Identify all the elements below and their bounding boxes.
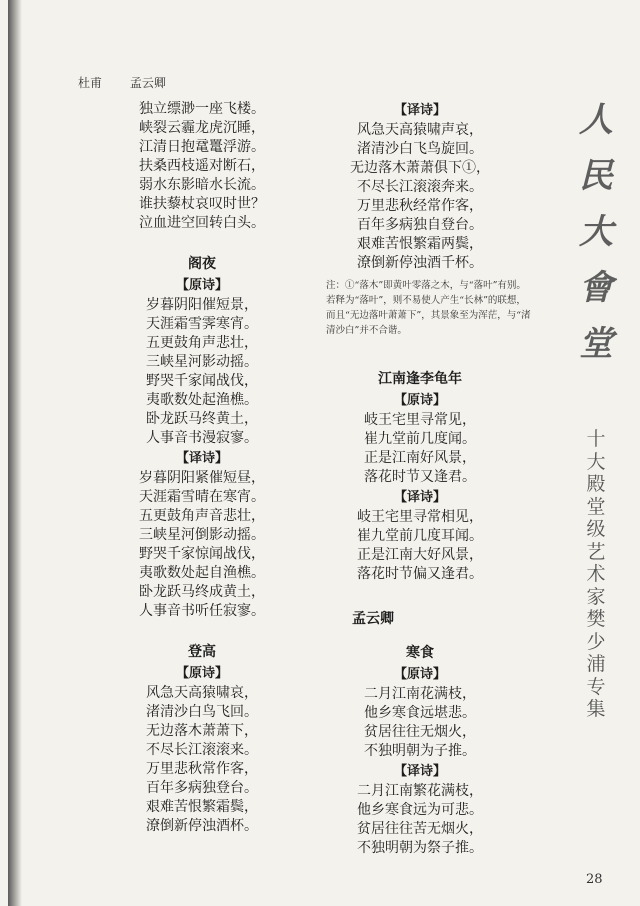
poem-line: 天涯霜雪霁寒宵。: [146, 316, 258, 332]
poem-line: 正是江南大好风景，: [357, 547, 483, 563]
subtitle-char: 术: [586, 563, 606, 585]
poem-title-gexi: 阁夜: [188, 256, 216, 272]
calligraphy-char: 堂: [579, 324, 613, 364]
original-label: 【原诗】: [175, 666, 228, 681]
poem-line: 卧龙跃马终成黄土，: [139, 584, 265, 600]
original-label: 【原诗】: [175, 278, 228, 293]
poem-hanshi: [330, 622, 510, 858]
poem-line: 不尽长江滚滚来。: [146, 742, 258, 758]
original-label: 【原诗】: [393, 393, 446, 408]
poem-line: 三峡星河影动摇。: [146, 354, 258, 370]
book-subtitle: [582, 428, 610, 721]
poem-line: 渚清沙白鸟飞回。: [146, 704, 258, 720]
footnote-line: 若释为“落叶”，则不易使人产生“长林”的联想，: [326, 295, 526, 306]
footnote: [326, 278, 588, 338]
poem-line: 野哭千家惊闻战伐，: [139, 546, 265, 562]
subtitle-char: 堂: [586, 495, 606, 518]
poem-line: 不独明朝为子推。: [364, 743, 476, 759]
poem-line: 岁暮阴阳紧催短昼，: [139, 470, 265, 486]
poem-line: 他乡寒食远堪悲。: [364, 705, 476, 721]
poem-line: 贫居往往无烟火，: [364, 724, 476, 740]
poem-title-denggao: 登高: [188, 644, 216, 660]
poem-line: 岐王宅里寻常相见，: [357, 509, 483, 525]
poem-line: 弱水东影暗水长流。: [139, 177, 265, 193]
running-header: [78, 74, 190, 91]
poem-line: 岁暮阴阳催短景，: [146, 297, 258, 313]
subtitle-char: 殿: [586, 473, 606, 495]
translation-label: 【译诗】: [393, 764, 446, 779]
subtitle-char: 浦: [586, 653, 606, 675]
translation-label: 【译诗】: [393, 490, 446, 505]
subtitle-char: 十: [586, 428, 606, 450]
header-author-left: 杜甫: [78, 76, 103, 90]
poem-line: 人事音书漫寂寥。: [146, 430, 258, 446]
poem-line: 落花时节偏又逢君。: [357, 566, 483, 582]
poem-line: 无边落木萧萧下，: [146, 723, 258, 739]
subtitle-char: 樊: [586, 608, 606, 630]
original-label: 【原诗】: [393, 667, 446, 682]
poem-line: 万里悲秋常作客，: [146, 761, 258, 777]
subtitle-char: 大: [586, 450, 606, 473]
poem-line: 独立缥渺一座飞楼。: [139, 101, 265, 117]
poem-line: 二月江南花满枝，: [364, 686, 476, 702]
poem-line: 无边落木萧萧俱下①，: [350, 160, 490, 176]
poem-line: 泣血进空回转白头。: [139, 215, 265, 231]
calligraphy-char: 會: [579, 268, 613, 308]
author-name: 孟云卿: [352, 611, 394, 627]
poem-line: 渚清沙白飞鸟旋回。: [357, 141, 483, 157]
footnote-line: 而且“无边落叶萧萧下”，其景象至为浑茫，与“渚: [326, 310, 531, 321]
poem-line: 人事音书听任寂寥。: [139, 603, 265, 619]
footnote-line: 注：①“落木”即黄叶零落之木，与“落叶”有别。: [326, 280, 526, 291]
poem-line: 落花时节又逢君。: [364, 469, 476, 485]
subtitle-char: 家: [586, 585, 606, 608]
poem-line: 岐王宅里寻常见，: [364, 412, 476, 428]
calligraphy-char: 大: [579, 212, 613, 252]
page-binding-edge: [8, 0, 22, 906]
poem-line: 峡裂云霾龙虎沉睡，: [139, 120, 265, 136]
subtitle-char: 艺: [586, 540, 606, 563]
poem-jiangnan: [330, 348, 510, 584]
subtitle-char: 少: [586, 630, 606, 653]
subtitle-char: 集: [586, 698, 606, 720]
poem-line: 野哭千家闻战伐，: [146, 373, 258, 389]
translation-label: 【译诗】: [393, 103, 446, 118]
calligraphy-char: 民: [579, 156, 613, 196]
poem-line: 扶桑西枝遥对断石，: [139, 158, 265, 174]
middle-column: [330, 100, 510, 273]
intro-poem: [112, 100, 292, 233]
poem-line: 夷歌数处起自渔樵。: [139, 565, 265, 581]
poem-line: 江清日抱鼋鼍浮游。: [139, 139, 265, 155]
poem-line: 风急天高猿啸声哀，: [357, 122, 483, 138]
subtitle-char: 专: [586, 675, 606, 698]
poem-title-hanshi: 寒食: [406, 645, 434, 661]
poem-line: 他乡寒食远为可悲。: [357, 802, 483, 818]
poem-line: 五更鼓角声音悲壮，: [139, 508, 265, 524]
poem-line: 百年多病独自登台。: [357, 217, 483, 233]
translation-label: 【译诗】: [175, 451, 228, 466]
poem-line: 百年多病独登台。: [146, 780, 258, 796]
poem-line: 谁扶藜杖哀叹时世？: [139, 196, 265, 212]
poem-line: 不尽长江滚滚奔来。: [357, 179, 483, 195]
header-author-right: 孟云卿: [129, 76, 166, 90]
poem-line: 艰难苦恨繁霜两鬓，: [357, 236, 483, 252]
poem-line: 万里悲秋经常作客，: [357, 198, 483, 214]
footnote-line: 清沙白”并不合谐。: [326, 325, 407, 336]
page-number: 28: [586, 872, 603, 887]
poem-line: 正是江南好风景，: [364, 450, 476, 466]
poem-line: 卧龙跃马终黄土，: [146, 411, 258, 427]
poem-line: 潦倒新停浊酒千杯。: [357, 255, 483, 271]
poem-line: 夷歌数处起渔樵。: [146, 392, 258, 408]
poem-line: 五更鼓角声悲壮，: [146, 335, 258, 351]
subtitle-char: 级: [586, 518, 606, 540]
poem-line: 艰难苦恨繁霜鬓，: [146, 799, 258, 815]
calligraphy-char: 人: [579, 100, 613, 140]
poem-line: 崔九堂前几度闻。: [364, 431, 476, 447]
poem-line: 崔九堂前几度耳闻。: [357, 528, 483, 544]
poem-line: 二月江南繁花满枝，: [357, 783, 483, 799]
poem-line: 不独明朝为祭子推。: [357, 840, 483, 856]
poem-line: 风急天高猿啸哀，: [146, 685, 258, 701]
poem-line: 三峡星河倒影动摇。: [139, 527, 265, 543]
poem-line: 潦倒新停浊酒杯。: [146, 818, 258, 834]
poem-title-jiangnan: 江南逢李龟年: [378, 371, 462, 387]
poem-line: 贫居往往苦无烟火，: [357, 821, 483, 837]
left-column: [112, 100, 292, 836]
calligraphy-title: [566, 92, 626, 372]
poem-line: 天涯霜雪晴在寒宵。: [139, 489, 265, 505]
